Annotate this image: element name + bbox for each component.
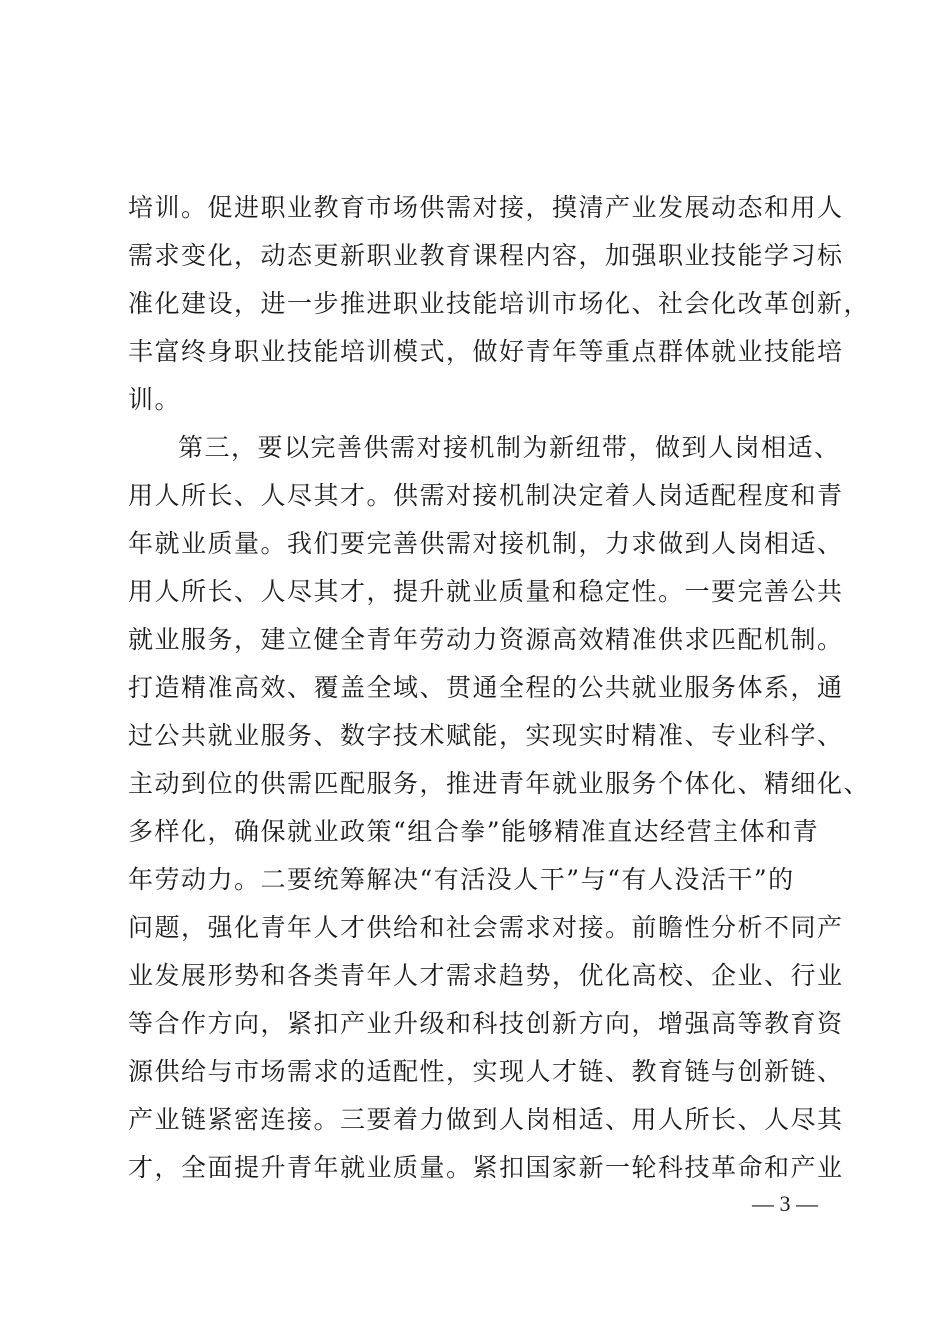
text-line: 多样化，确保就业政策“组合拳”能够精准直达经营主体和青: [128, 817, 820, 846]
text-line: 等合作方向，紧扣产业升级和科技创新方向，增强高等教育资: [128, 1009, 844, 1038]
paragraph-2: [128, 424, 871, 1192]
text-line: 丰富终身职业技能培训模式，做好青年等重点群体就业技能培: [128, 337, 844, 366]
paragraph-1: [128, 184, 871, 424]
text-line: 打造精准高效、覆盖全域、贯通全程的公共就业服务体系，通: [128, 673, 844, 702]
text-line: 年就业质量。我们要完善供需对接机制，力求做到人岗相适、: [128, 529, 844, 558]
text-line: 准化建设，进一步推进职业技能培训市场化、社会化改革创新，: [128, 289, 871, 318]
text-line: 过公共就业服务、数字技术赋能，实现实时精准、专业科学、: [128, 721, 844, 750]
text-line: 产业链紧密连接。三要着力做到人岗相适、用人所长、人尽其: [128, 1105, 844, 1134]
text-line: 问题，强化青年人才供给和社会需求对接。前瞻性分析不同产: [128, 913, 844, 942]
text-line: 用人所长、人尽其才，提升就业质量和稳定性。一要完善公共: [128, 577, 844, 606]
text-line: 才，全面提升青年就业质量。紧扣国家新一轮科技革命和产业: [128, 1153, 844, 1182]
page-number: — 3 —: [752, 1191, 818, 1216]
text-line: 主动到位的供需匹配服务，推进青年就业服务个体化、精细化、: [128, 769, 871, 798]
text-line: 培训。促进职业教育市场供需对接，摸清产业发展动态和用人: [128, 193, 844, 222]
text-line: 需求变化，动态更新职业教育课程内容，加强职业技能学习标: [128, 241, 844, 270]
text-line: 业发展形势和各类青年人才需求趋势，优化高校、企业、行业: [128, 961, 844, 990]
text-line: 用人所长、人尽其才。供需对接机制决定着人岗适配程度和青: [128, 481, 844, 510]
text-line: 就业服务，建立健全青年劳动力资源高效精准供求匹配机制。: [128, 625, 844, 654]
text-line: 年劳动力。二要统筹解决“有活没人干”与“有人没活干”的: [128, 865, 795, 894]
text-line: 源供给与市场需求的适配性，实现人才链、教育链与创新链、: [128, 1057, 844, 1086]
body-text: [128, 184, 871, 1192]
text-line-first: 第三，要以完善供需对接机制为新纽带，做到人岗相适、: [178, 433, 841, 462]
text-line: 训。: [128, 385, 182, 414]
